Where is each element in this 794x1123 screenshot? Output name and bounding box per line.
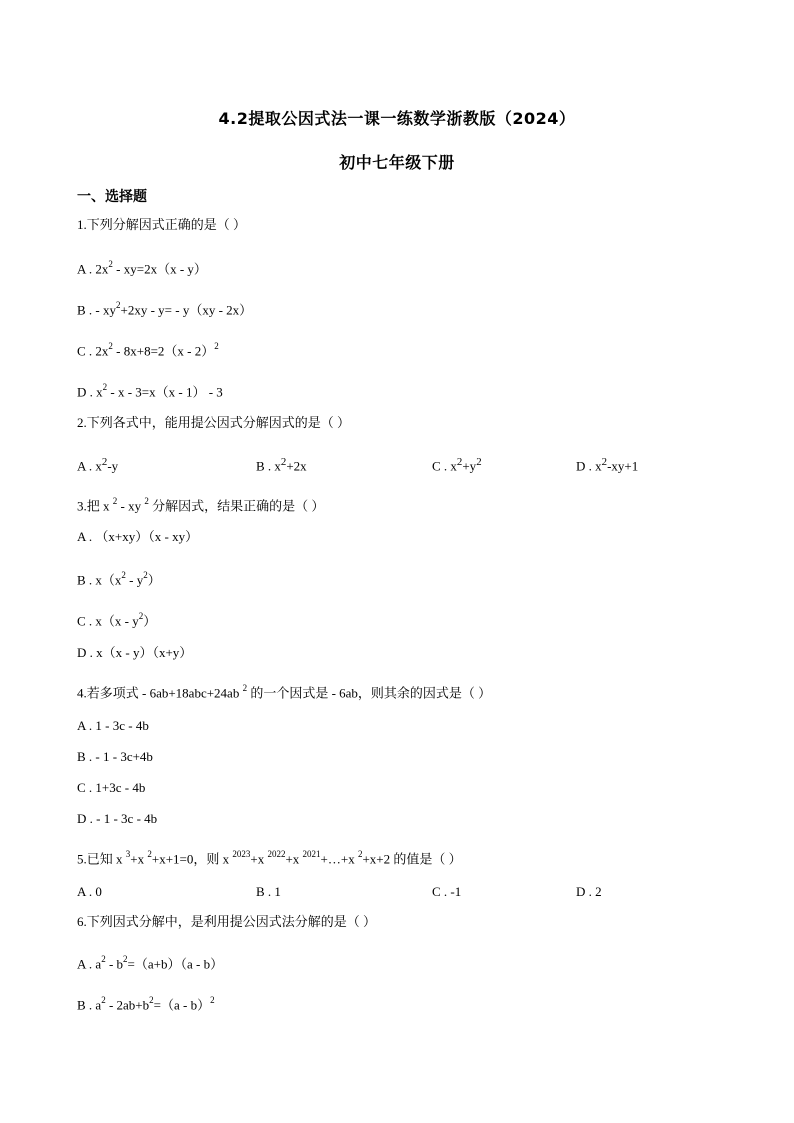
question-3-option-d: D . x（x - y）（x+y） bbox=[77, 645, 193, 660]
question-4-option-c: C . 1+3c - 4b bbox=[77, 780, 146, 795]
question-5-option-a: A . 0 bbox=[77, 884, 102, 899]
question-4-option-b: B . - 1 - 3c+4b bbox=[77, 749, 153, 764]
question-2-option-b: B . $x^2+2x$ bbox=[256, 456, 307, 474]
question-6-stem: 6.下列因式分解中，是利用提公因式法分解的是（ ） bbox=[77, 914, 377, 929]
question-5-option-c: C . -1 bbox=[432, 884, 462, 899]
page-title: 4.2提取公因式法一课一练数学浙教版（2024） bbox=[218, 109, 576, 128]
question-1-stem: 1.下列分解因式正确的是（ ） bbox=[77, 217, 247, 232]
question-1-option-b: B . - $xy^2+2xy - y= - y(xy - 2x)$ bbox=[77, 300, 253, 318]
page-subtitle: 初中七年级下册 bbox=[339, 153, 455, 172]
question-5-option-b: B . 1 bbox=[256, 884, 281, 899]
question-3-option-a: A . （x+xy）（x - xy） bbox=[77, 529, 199, 544]
question-5-stem: 5.已知 x $^3$+x $^2$+x+1=0，则 x $^{2023}$+x $^{2022}$+x $^{2021}$+…+x $^2$+x+2 的值是（ ） bbox=[77, 849, 462, 867]
question-2-option-c: C . $x^2+y^2$ bbox=[432, 456, 482, 474]
question-2-option-d: D . $x^2-xy+1$ bbox=[576, 456, 639, 474]
question-2-stem: 2.下列各式中，能用提公因式分解因式的是（ ） bbox=[77, 415, 351, 430]
question-4-option-a: A . 1 - 3c - 4b bbox=[77, 718, 149, 733]
question-4-option-d: D . - 1 - 3c - 4b bbox=[77, 811, 158, 826]
question-1-option-d: D . $x^2 - x - 3=x(x - 1) - 3$ bbox=[77, 382, 223, 400]
question-3-stem: 3.把 x $^2$ - xy $^2$ 分解因式，结果正确的是（ ） bbox=[77, 496, 325, 514]
question-2-option-a: A . $x^2-y$ bbox=[77, 456, 119, 474]
question-1-option-c: C . $2x^2 - 8x+8=2(x - 2)^2$ bbox=[77, 341, 219, 359]
question-1-option-a: A . $2x^2 - xy=2x(x - y)$ bbox=[77, 259, 207, 277]
question-6-option-b: B . $a^2 - 2ab+b^2=(a - b)^2$ bbox=[77, 995, 215, 1013]
question-3-option-b: B . $x(x^2 - y^2)$ bbox=[77, 570, 161, 588]
question-5-option-d: D . 2 bbox=[576, 884, 602, 899]
question-3-option-c: C . $x(x - y^2)$ bbox=[77, 611, 157, 629]
question-4-stem: 4.若多项式 - 6ab+18abc+24ab $^2$ 的一个因式是 - 6ab，则其余的因式是（ ） bbox=[77, 683, 492, 701]
section-heading: 一、选择题 bbox=[77, 189, 147, 205]
question-6-option-a: A . $a^2 - b^2=(a+b)(a - b)$ bbox=[77, 954, 224, 972]
